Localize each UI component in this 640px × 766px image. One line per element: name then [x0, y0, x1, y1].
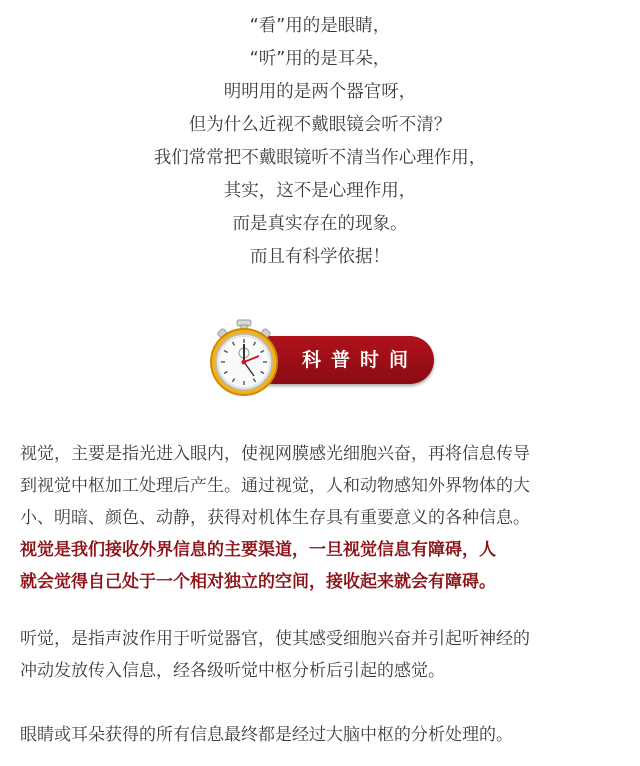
paragraph-line: 眼睛或耳朵获得的所有信息最终都是经过大脑中枢的分析处理的。 — [20, 725, 513, 745]
paragraph-line: 小、明暗、颜色、动静，获得对机体生存具有重要意义的各种信息。 — [20, 508, 530, 528]
intro-line: 我们常常把不戴眼镜听不清当作心理作用， — [153, 148, 487, 168]
intro-line: “看”用的是眼睛， — [249, 16, 391, 36]
paragraph-line: 冲动发放传入信息，经各级听觉中枢分析后引起的感觉。 — [20, 661, 445, 681]
highlight-line: 视觉是我们接收外界信息的主要渠道，一旦视觉信息有障碍，人 — [20, 540, 496, 560]
intro-poem — [0, 10, 640, 274]
intro-line: 而且有科学依据！ — [250, 247, 390, 267]
badge-label: 科普时间 — [301, 349, 418, 371]
vision-paragraph — [20, 438, 624, 598]
intro-line: 但为什么近视不戴眼镜会听不清？ — [188, 115, 452, 135]
intro-line: 其实，这不是心理作用， — [223, 181, 417, 201]
stopwatch-icon — [204, 318, 284, 398]
intro-line: 明明用的是两个器官呀， — [223, 82, 417, 102]
brain-paragraph — [20, 719, 624, 751]
intro-line: “听”用的是耳朵， — [249, 49, 391, 69]
paragraph-line: 听觉，是指声波作用于听觉器官，使其感受细胞兴奋并引起听神经的 — [20, 629, 530, 649]
paragraph-line: 视觉，主要是指光进入眼内，使视网膜感光细胞兴奋，再将信息传导 — [20, 444, 530, 464]
science-time-badge — [204, 318, 436, 398]
intro-line: 而是真实存在的现象。 — [232, 214, 408, 234]
highlight-line: 就会觉得自己处于一个相对独立的空间，接收起来就会有障碍。 — [20, 572, 496, 592]
hearing-paragraph — [20, 623, 624, 687]
paragraph-line: 到视觉中枢加工处理后产生。通过视觉，人和动物感知外界物体的大 — [20, 476, 530, 496]
